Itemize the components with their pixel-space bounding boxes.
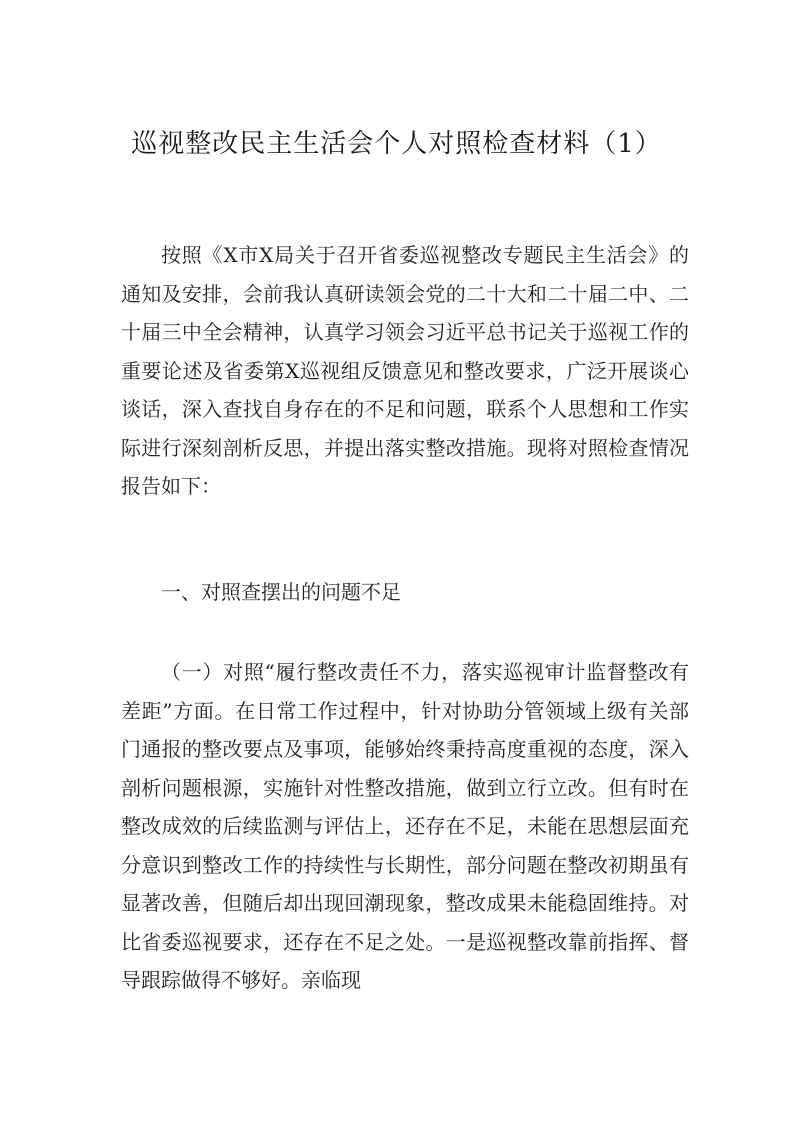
section-1-paragraph: （一）对照“履行整改责任不力，落实巡视审计监督整改有差距”方面。在日常工作过程中，针对协助分管领域上级有关部门通报的整改要点及事项，能够始终秉持高度重视的态度，深入剖析问题根源，实施针对性整改措施，做到立行立改。但有时在整改成效的后续监测与评估上，还存在不足，未能在思想层面充分意识到整改工作的持续性与长期性，部分问题在整改初期虽有显著改善，但随后却出现回潮现象，整改成果未能稳固维持。对比省委巡视要求，还存在不足之处。一是巡视整改靠前指挥、督导跟踪做得不够好。亲临现: [121, 660, 689, 992]
intro-paragraph: 按照《X市X局关于召开省委巡视整改专题民主生活会》的通知及安排，会前我认真研读领会党的二十大和二十届二中、二十届三中全会精神，认真学习领会习近平总书记关于巡视工作的重要论述及省委第X巡视组反馈意见和整改要求，广泛开展谈心谈话，深入查找自身存在的不足和问题，联系个人思想和工作实际进行深刻剖析反思，并提出落实整改措施。现将对照检查情况报告如下：: [121, 243, 689, 498]
section-heading-1: 一、对照查摆出的问题不足: [161, 580, 401, 604]
document-title: 巡视整改民主生活会个人对照检查材料（1）: [131, 129, 662, 159]
